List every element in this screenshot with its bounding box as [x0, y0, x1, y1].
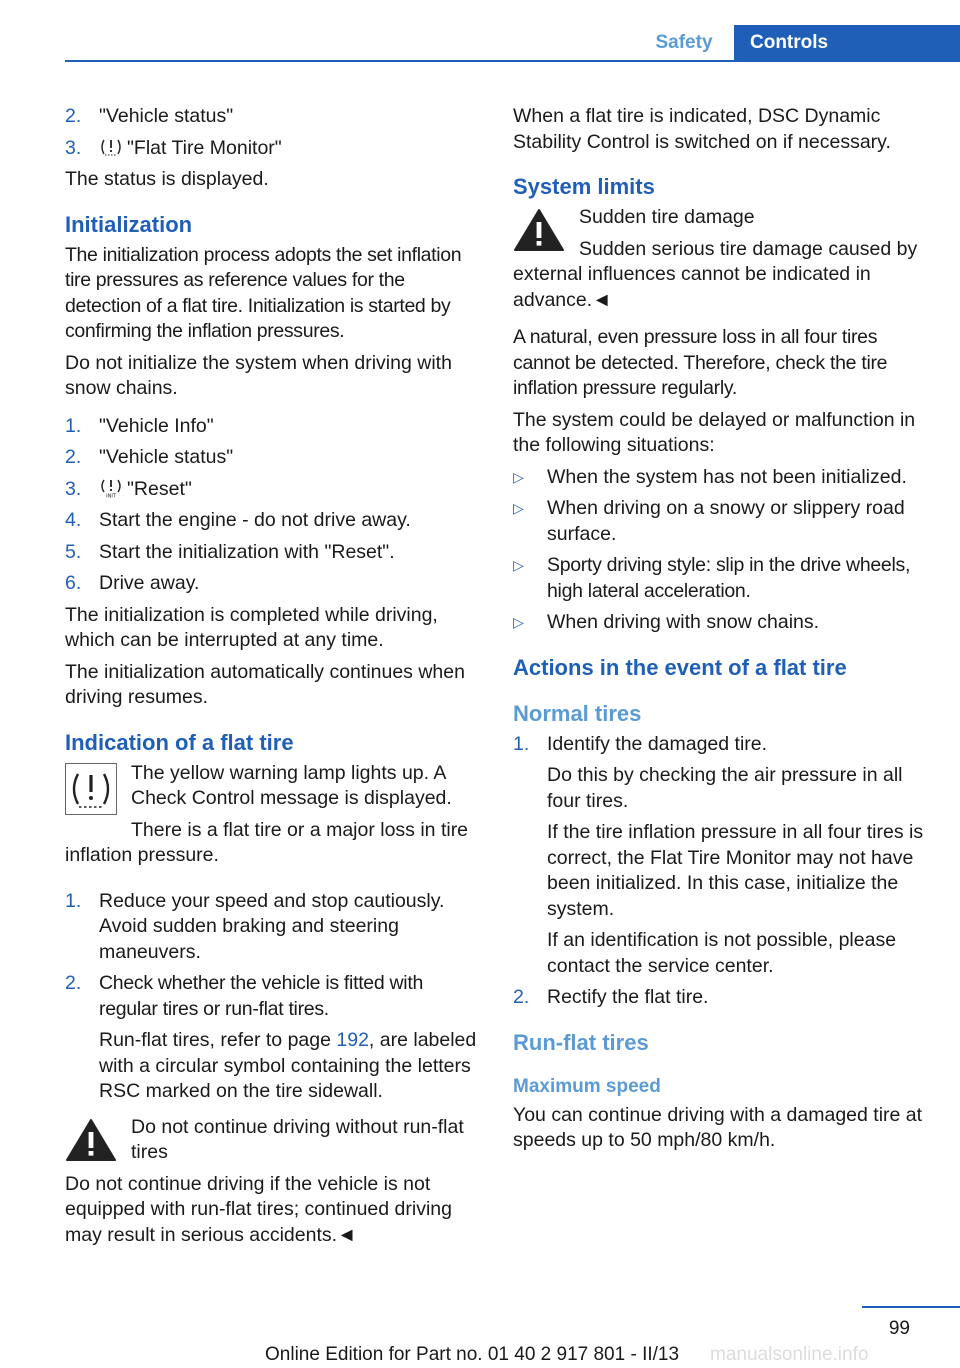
bullet-marker: ▷ [513, 557, 524, 573]
flat-tire-warning-lamp-icon [65, 763, 117, 815]
list-item [65, 508, 481, 534]
status-steps [65, 104, 481, 161]
list-item [65, 445, 481, 471]
list-item [513, 496, 931, 547]
bullet-marker: ▷ [513, 468, 524, 485]
step-number: 4. [65, 509, 82, 531]
step-body [547, 732, 931, 980]
bullet-marker: ▷ [513, 614, 524, 630]
step-subtext: If an identification is not possible, please contact the service center. [547, 929, 897, 977]
warning-title: Do not continue driving without run-flat tires [131, 1115, 464, 1163]
initialization-steps [65, 414, 481, 597]
step-number: 3. [65, 136, 82, 159]
step-text: "Vehicle status" [99, 446, 234, 468]
list-item [65, 477, 481, 503]
list-item [65, 889, 481, 966]
section-tabs [616, 25, 960, 61]
step-number: 5. [65, 540, 82, 563]
warning-triangle-icon [513, 207, 565, 253]
step-text: Rectify the flat tire. [547, 986, 709, 1008]
page-number: 99 [888, 1318, 910, 1339]
tab-safety: Safety [616, 25, 734, 61]
warning-title: Sudden tire damage [579, 206, 755, 228]
flat-tire-indicator-block [65, 761, 481, 875]
step-text [99, 136, 481, 162]
step-number: 2. [65, 972, 82, 994]
paragraph: The initialization automatically continues when driving resumes. [65, 660, 465, 708]
step-text [99, 477, 481, 503]
step-text: Reduce your speed and stop cautiously. Avoid sudden braking and steering maneuvers. [99, 889, 445, 963]
header-rule [65, 60, 960, 62]
step-text: "Vehicle Info" [99, 414, 214, 437]
list-item [513, 732, 931, 980]
step-label: "Flat Tire Monitor" [127, 136, 282, 159]
system-limits-heading: System limits [513, 174, 655, 199]
paragraph: Do not initialize the system when driving with snow chains. [65, 351, 452, 399]
step-number: 2. [65, 446, 82, 468]
bullet-text: When driving on a snowy or slippery road surface. [547, 497, 905, 545]
bullet-text: When the system has not been initialized. [547, 465, 907, 488]
sudden-damage-warning [513, 205, 931, 319]
list-item [65, 971, 481, 1105]
list-item [65, 540, 481, 566]
step-text: Identify the damaged tire. [547, 732, 768, 755]
step-number: 1. [513, 732, 530, 755]
step-text: Start the initialization with "Reset". [99, 540, 395, 563]
step-text: Start the engine - do not drive away. [99, 509, 411, 531]
list-item [513, 610, 931, 636]
step-number: 3. [65, 477, 82, 500]
list-item [65, 104, 481, 130]
paragraph: There is a flat tire or a major loss in tire inflation pressure. [65, 818, 469, 866]
step-number: 1. [65, 889, 82, 912]
step-number: 6. [65, 572, 82, 594]
step-subtext [99, 1028, 481, 1105]
normal-tire-steps [513, 732, 931, 1011]
run-flat-warning [65, 1115, 481, 1255]
paragraph: The initialization is completed while driving, which can be interrupted at any time. [65, 603, 438, 651]
flat-tire-steps [65, 889, 481, 1105]
step-number: 2. [513, 986, 530, 1008]
paragraph: You can continue driving with a damaged tire at speeds up to 50 mph/80 km/h. [513, 1103, 923, 1151]
actions-heading: Actions in the event of a flat tire [513, 654, 847, 680]
warning-triangle-icon [65, 1117, 117, 1163]
step-body [99, 971, 481, 1105]
subtext-before: Run-flat tires, refer to page [99, 1029, 337, 1051]
step-text: "Vehicle status" [99, 105, 234, 127]
svg-text:INIT: INIT [106, 493, 116, 498]
warning-body: Do not continue driving if the vehicle is not equipped with run-flat tires; continued driving may result in serious accidents.◄ [65, 1172, 452, 1246]
tire-init-icon [99, 478, 123, 498]
edition-footer: Online Edition for Part no. 01 40 2 917 801 - II/13 [265, 1344, 680, 1365]
step-subtext: Do this by checking the air pressure in all four tires. [547, 764, 903, 812]
malfunction-list [513, 465, 931, 636]
initialization-heading: Initialization [65, 211, 193, 237]
paragraph: The initialization process adopts the set inflation tire pressures as reference values for the detection of a flat tire. Initialization is started by confirming the inflation pressures. [65, 243, 462, 342]
step-number: 2. [65, 105, 82, 127]
step-text: Drive away. [99, 572, 200, 594]
list-item [65, 571, 481, 597]
paragraph: When a flat tire is indicated, DSC Dynamic Stability Control is switched on if necessary. [513, 105, 891, 153]
paragraph: The system could be delayed or malfunction in the following situations: [513, 408, 916, 456]
normal-tires-heading: Normal tires [513, 700, 642, 726]
paragraph: A natural, even pressure loss in all four tires cannot be detected. Therefore, check the tire inflation pressure regularly. [513, 326, 888, 399]
right-column [513, 104, 931, 1160]
step-text: Check whether the vehicle is fitted with regular tires or run-flat tires. [99, 972, 423, 1020]
watermark: manualsonline.info [710, 1344, 869, 1365]
paragraph: The yellow warning lamp lights up. A Check Control message is displayed. [131, 761, 452, 809]
warning-body: Sudden serious tire damage caused by external influences cannot be indicated in advance.◄ [513, 237, 918, 311]
flat-tire-heading: Indication of a flat tire [65, 729, 294, 755]
list-item [513, 985, 931, 1011]
list-item [65, 136, 481, 162]
flat-tire-monitor-icon [99, 137, 123, 157]
list-item [65, 414, 481, 440]
subtext-after: , are labeled with a circular symbol containing the letters RSC marked on the tire sidewall. [99, 1029, 477, 1102]
bullet-text: When driving with snow chains. [547, 611, 820, 633]
bullet-text: Sporty driving style: slip in the drive wheels, high lateral acceleration. [547, 554, 911, 602]
status-text: The status is displayed. [65, 168, 269, 190]
maximum-speed-heading: Maximum speed [513, 1075, 661, 1097]
bullet-marker: ▷ [513, 500, 524, 516]
page-link[interactable]: 192 [336, 1029, 369, 1051]
left-column [65, 104, 481, 1260]
step-label: "Reset" [127, 477, 192, 500]
run-flat-tires-heading: Run-flat tires [513, 1029, 649, 1055]
tab-controls: Controls [734, 25, 960, 61]
list-item [513, 553, 931, 604]
footer-rule [862, 1306, 960, 1308]
warning-lamp-icon [66, 764, 116, 814]
step-subtext: If the tire inflation pressure in all four tires is correct, the Flat Tire Monitor may not have been initialized. In this case, initialize the system. [547, 821, 924, 920]
step-number: 1. [65, 414, 82, 437]
list-item [513, 465, 931, 491]
